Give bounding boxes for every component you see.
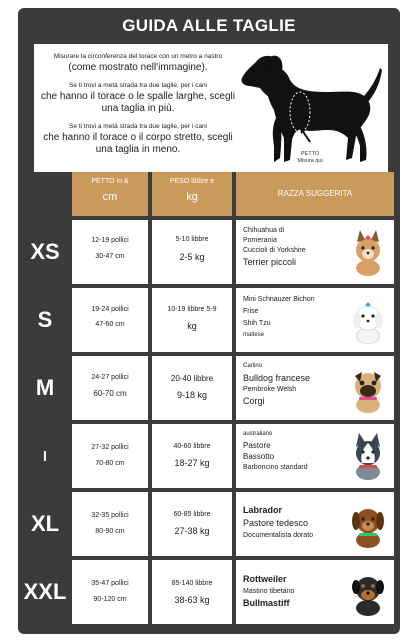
- weight-cell: [152, 424, 232, 488]
- page-title: GUIDA ALLE TAGLIE: [122, 16, 296, 35]
- breed-line: australiano: [243, 431, 273, 437]
- size-label: l: [43, 448, 47, 464]
- header-breed: [236, 172, 394, 216]
- breed-line: maltese: [243, 332, 265, 338]
- breed-line: Corgi: [243, 396, 265, 406]
- pug-dog-icon: [348, 364, 388, 414]
- breed-line: Chihuahua di: [243, 227, 285, 234]
- weight-kg: 27-38 kg: [174, 526, 210, 536]
- breed-line: Cuccioli di Yorkshire: [243, 247, 306, 254]
- weight-cell: [152, 288, 232, 352]
- breed-line: Carlino: [243, 363, 263, 369]
- chest-cm: 80-90 cm: [95, 528, 125, 535]
- size-label: S: [37, 307, 53, 332]
- breed-line: Rottweiler: [243, 574, 287, 584]
- breed-line: Pastore: [243, 441, 271, 450]
- breed-line: Pomerania: [243, 237, 277, 244]
- weight-kg: kg: [187, 321, 197, 331]
- chest-inches: 35-47 pollici: [91, 580, 129, 587]
- size-label: XS: [30, 239, 60, 264]
- chest-cm: 70-80 cm: [95, 460, 125, 467]
- instruction-line: una taglia in più.: [101, 103, 175, 114]
- breed-line: Bullmastiff: [243, 598, 290, 608]
- weight-kg: 18-27 kg: [174, 458, 210, 468]
- instruction-larger: [34, 81, 242, 115]
- weight-kg: 9-18 kg: [176, 390, 208, 400]
- instruction-line: Se ti trovi a metà strada tra due taglie, per i cani: [68, 123, 207, 130]
- header-weight-line2: kg: [186, 191, 198, 203]
- instruction-smaller: [34, 122, 242, 156]
- breed-line: Pastore tedesco: [243, 518, 309, 528]
- chest-inches: 32-35 pollici: [91, 512, 129, 519]
- instruction-line: (come mostrato nell'immagine).: [68, 62, 208, 73]
- rottweiler-dog-icon: [348, 567, 388, 617]
- breed-line: Shih Tzu: [243, 320, 271, 327]
- chest-cell: [72, 288, 148, 352]
- instruction-measure: [34, 52, 242, 74]
- chest-inches: 19-24 pollici: [91, 306, 129, 313]
- header-breed-label: RAZZA SUGGERITA: [277, 189, 353, 198]
- intro-panel: [34, 44, 388, 172]
- breed-line: Pembroke Welsh: [243, 386, 297, 393]
- chest-label-sub: Misura qui: [297, 157, 323, 164]
- header-chest-line1: PETTO in &: [91, 178, 129, 185]
- chest-cell: [72, 492, 148, 556]
- weight-pounds: 40-60 libbre: [173, 443, 211, 450]
- weight-cell: [152, 492, 232, 556]
- chest-inches: 12-19 pollici: [91, 237, 129, 244]
- breed-line: Bulldog francese: [243, 373, 311, 383]
- weight-cell: [152, 220, 232, 284]
- chest-cm: 90-120 cm: [93, 596, 127, 603]
- breed-cell: [236, 492, 394, 556]
- yorkie-dog-icon: [348, 228, 388, 278]
- chest-cm: 30-47 cm: [95, 253, 125, 260]
- weight-pounds: 5-10 libbre: [175, 236, 209, 243]
- instruction-line: Se ti trovi a metà strada tra due taglie, per i cani: [68, 82, 207, 89]
- header-weight-line1: PESO libbre e: [169, 178, 215, 185]
- weight-kg: 2-5 kg: [179, 252, 205, 262]
- header-weight: [152, 172, 232, 216]
- breed-cell: [236, 220, 394, 284]
- header-chest-line2: cm: [102, 191, 118, 203]
- chest-cm: 60-70 cm: [93, 389, 127, 398]
- chest-label: [288, 151, 332, 164]
- breed-cell: [236, 356, 394, 420]
- breed-line: Labrador: [243, 505, 283, 515]
- labrador-dog-icon: [348, 499, 388, 549]
- instructions: [34, 52, 242, 163]
- breed-line: Mastino tibetano: [243, 588, 295, 595]
- weight-cell: [152, 356, 232, 420]
- header-chest: [72, 172, 148, 216]
- size-label: XXL: [23, 579, 67, 604]
- instruction-line: Misurare la circonferenza del torace con un metro a nastro: [53, 53, 223, 60]
- weight-kg: 38-63 kg: [174, 595, 210, 605]
- chest-inches: 24-27 pollici: [91, 374, 129, 381]
- husky-dog-icon: [348, 431, 388, 481]
- weight-pounds: 60-85 libbre: [173, 511, 211, 518]
- chest-inches: 27-32 pollici: [91, 444, 129, 451]
- chest-cm: 47-60 cm: [95, 321, 125, 328]
- chest-label-title: PETTO: [300, 151, 320, 157]
- breed-line: Bassotto: [243, 452, 275, 461]
- breed-cell: [236, 560, 394, 624]
- weight-pounds: 20-40 libbre: [170, 374, 214, 383]
- maltese-dog-icon: [348, 296, 388, 346]
- instruction-line: una taglia in meno.: [95, 144, 181, 155]
- weight-pounds: 85-140 libbre: [171, 580, 213, 587]
- instruction-line: che hanno il torace o il corpo stretto, scegli: [43, 132, 233, 143]
- weight-cell: [152, 560, 232, 624]
- breed-line: Documentalista dorato: [243, 532, 314, 539]
- breed-line: Barboncino standard: [243, 464, 308, 471]
- size-label: XL: [30, 511, 60, 536]
- breed-line: Frise: [243, 308, 259, 315]
- breed-line: Mini Schnauzer Bichon: [243, 296, 315, 303]
- chest-cell: [72, 560, 148, 624]
- breed-line: Terrier piccoli: [243, 257, 297, 267]
- chest-cell: [72, 424, 148, 488]
- weight-pounds: 10-19 libbre 5-9: [167, 306, 217, 313]
- chest-cell: [72, 356, 148, 420]
- breed-cell: [236, 424, 394, 488]
- breed-cell: [236, 288, 394, 352]
- size-label: M: [35, 375, 55, 400]
- instruction-line: che hanno il torace o le spalle larghe, scegli: [40, 91, 235, 102]
- chest-cell: [72, 220, 148, 284]
